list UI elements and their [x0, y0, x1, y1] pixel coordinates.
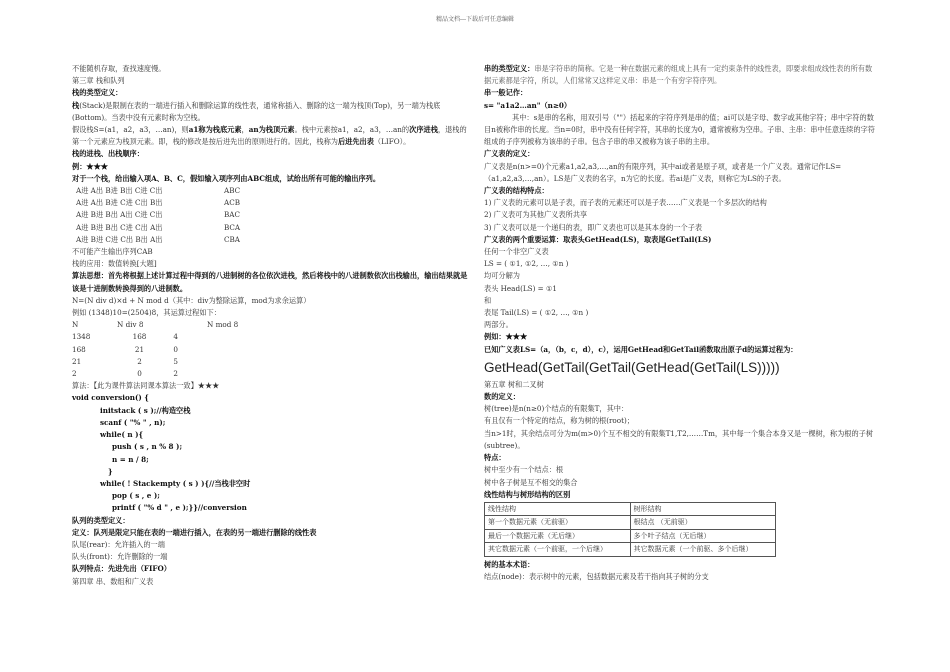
code-line: } [108, 466, 113, 476]
paragraph: 串的类型定义：串是字符串的简称。它是一种在数据元素的组成上具有一定约束条件的线性表，即要求组成线性表的所有数据元素都是字符，所以，人们常常又这样定义串：串是一个有穷字符序列。 [484, 64, 873, 86]
answer-expression: GetHead(GetTail(GetTail(GetHead(GetTail(LS))))) [484, 359, 780, 375]
text-line: 和 [484, 295, 492, 305]
code-line: while( ! Stackempty ( s ) ){//当栈非空时 [100, 478, 251, 488]
section-heading: 栈的进栈、出栈顺序： [72, 149, 144, 159]
paragraph: 其中：s是串的名称，用双引号（""）括起来的字符序列是串的值；ai可以是字母、数字或其他字符；串中字符的数目n被称作串的长度。当n=0时，串中没有任何字符，其串的长度为0，通常被称为空串。子串、主串：串中任意连续的字符组成的子序列被称为该串的子串。包含子串的串又被称为该子串的主串。 [484, 112, 875, 147]
text-line: 队头(front)：允许删除的一端 [72, 552, 168, 562]
section-heading: 队列的类型定义： [72, 515, 130, 525]
table-cell: 最后一个数据元素（无后继） [485, 529, 631, 542]
table-row [485, 543, 776, 556]
example-label: 例：★★★ [72, 161, 108, 171]
trace-row: 168 21 0 [72, 344, 178, 354]
right-column [484, 63, 879, 583]
list-item: 2) 广义表可为其他广义表所共享 [484, 210, 588, 220]
left-column [72, 63, 470, 588]
section-heading: 线性结构与树形结构的区别 [484, 489, 571, 499]
table-cell: 树形结构 [630, 502, 776, 515]
text-line: 例如 (1348)10=(2504)8，其运算过程如下： [72, 308, 221, 318]
text-line: 不可能产生输出序列CAB [72, 247, 153, 257]
definition: 定义：队列是限定只能在表的一端进行插入，在表的另一端进行删除的线性表 [72, 527, 317, 537]
code-line: n = n / 8; [112, 454, 149, 464]
table-cell: 线性结构 [485, 502, 631, 515]
text-line: 有且仅有一个特定的结点，称为树的根(root)； [484, 416, 634, 426]
example-row: A进 B进 B出 A出 C进 C出 BAC [76, 210, 240, 220]
trace-header: N N div 8 N mod 8 [72, 320, 239, 330]
table-row [485, 516, 776, 529]
code-block [72, 392, 470, 514]
comparison-table [484, 502, 776, 557]
example-row: A进 A出 B进 B出 C进 C出 ABC [76, 186, 241, 196]
trace-row: 21 2 5 [72, 356, 178, 366]
chapter-heading: 第五章 树和二叉树 [484, 379, 544, 389]
table-cell: 第一个数据元素（无前驱） [485, 516, 631, 529]
text-line: 任何一个非空广义表 [484, 247, 549, 257]
section-heading: 队列特点：先进先出（FIFO） [72, 564, 171, 574]
question: 对于一个栈，给出输入项A、B、C，假如输入项序列由ABC组成，试给出所有可能的输出序列。 [72, 173, 381, 183]
table-row [485, 529, 776, 542]
example-list [72, 185, 470, 246]
formula: N=(N div d)×d + N mod d（其中：div为整除运算，mod为求余运算） [72, 295, 311, 305]
text-line: 均可分解为 [484, 271, 520, 281]
code-line: pop ( s , e ); [112, 491, 160, 501]
chapter-heading: 第三章 栈和队列 [72, 76, 125, 86]
code-line: push ( s , n % 8 ); [112, 442, 183, 452]
table-cell: 其它数据元素（一个前驱、多个后继） [630, 543, 776, 556]
question: 已知广义表LS=（a，（b，c，d），c），运用GetHead和GetTail函数取出原子d的运算过程为： [484, 344, 798, 354]
section-heading: 广义表的结构特点： [484, 186, 549, 196]
trace-row: 1348 168 4 [72, 332, 178, 342]
table-cell: 多个叶子结点（无后继） [630, 529, 776, 542]
table-cell: 根结点 （无前驱） [630, 516, 776, 529]
code-line: scanf ( "% " , n); [100, 417, 166, 427]
table-row [485, 502, 776, 515]
text-line: 两部分。 [484, 320, 513, 330]
formula: 表头 Head(LS) = ①1 [484, 283, 557, 293]
trace-row: 2 0 2 [72, 369, 178, 379]
example-row: A进 A出 B进 C进 C出 B出 ACB [76, 198, 240, 208]
example-label: 例如：★★★ [484, 332, 528, 342]
chapter-heading: 第四章 串、数组和广义表 [72, 576, 154, 586]
formula: s= "a1a2…an"（n≥0） [484, 100, 572, 110]
text-line: 栈的应用：数值转换[大题] [72, 259, 157, 269]
text-line: 树中至少有一个结点：根 [484, 465, 564, 475]
table-cell: 其它数据元素（一个前驱，一个后继） [485, 543, 631, 556]
text-line: 算法：【此为课件算法同课本算法一致】★★★ [72, 381, 220, 391]
section-heading: 广义表的定义： [484, 149, 535, 159]
section-heading: 树的基本术语： [484, 559, 535, 569]
section-heading: 特点： [484, 453, 506, 463]
section-heading: 栈的类型定义： [72, 88, 123, 98]
text-line: 不能随机存取，查找速度慢。 [72, 64, 166, 73]
paragraph: 当n>1时，其余结点可分为m(m>0)个互不相交的有限集T1,T2,……Tm，其中每一个集合本身又是一棵树，称为根的子树(subtree)。 [484, 428, 874, 450]
paragraph: 广义表是n(n>=0)个元素a1,a2,a3,…,an的有限序列，其中ai或者是原子项，或者是一个广义表。通常记作LS=（a1,a2,a3,…,an）。LS是广义表的名字，n为它的长度。若ai是广义表，则称它为LS的子表。 [484, 161, 842, 183]
section-heading: 广义表的两个重要运算：取表头GetHead(LS)，取表尾GetTail(LS) [484, 234, 712, 244]
text-line: 结点(node)：表示树中的元素，包括数据元素及若干指向其子树的分支 [484, 571, 709, 581]
list-item: 3) 广义表可以是一个递归的表，即广义表也可以是其本身的一个子表 [484, 222, 703, 232]
algorithm-idea: 算法思想：首先将根据上述计算过程中得到的八进制树的各位依次进栈，然后将栈中的八进制数依次出栈输出，输出结果就是该是十进制数转换得到的八进制数。 [72, 271, 468, 293]
formula: 表尾 Tail(LS) = ( ①2, …, ①n ) [484, 308, 589, 318]
section-heading: 串一般记作： [484, 88, 528, 98]
paragraph: 栈(Stack)是限制在表的一端进行插入和删除运算的线性表，通常称插入、删除的这一端为栈顶(Top)，另一端为栈底(Bottom)。当表中没有元素时称为空栈。 [72, 100, 441, 122]
paragraph: 假设栈S=(a1，a2，a3，…an)，则a1称为栈底元素，an为栈顶元素。栈中元素按a1，a2，a3，…an的次序进栈，退栈的第一个元素应为栈顶元素。即，栈的修改是按后进先出的原则进行的。因此，栈称为后进先出表（LIFO）。 [72, 125, 467, 147]
list-item: 1) 广义表的元素可以是子表，而子表的元素还可以是子表……广义表是一个多层次的结构 [484, 198, 767, 208]
section-heading: 数的定义： [484, 392, 520, 402]
code-line: void conversion() { [72, 393, 149, 403]
page-header: 精品文档---下载后可任意编辑 [435, 16, 515, 23]
example-row: A进 B进 C进 C出 B出 A出 CBA [76, 234, 240, 244]
code-line: printf ( "% d " , e );}}//conversion [112, 503, 247, 513]
text-line: 树(tree)是n(n≥0)个结点的有限集T，其中： [484, 404, 629, 414]
code-line: while( n ){ [100, 430, 144, 440]
trace-table [72, 319, 470, 380]
text-line: 树中各子树是互不相交的集合 [484, 477, 578, 487]
formula: LS = ( ①1, ①2, …, ①n ) [484, 259, 569, 269]
text-line: 队尾(rear)：允许插入的一端 [72, 539, 165, 549]
code-line: initstack ( s );//构造空栈 [100, 405, 191, 415]
example-row: A进 B进 B出 C进 C出 A出 BCA [76, 222, 241, 232]
